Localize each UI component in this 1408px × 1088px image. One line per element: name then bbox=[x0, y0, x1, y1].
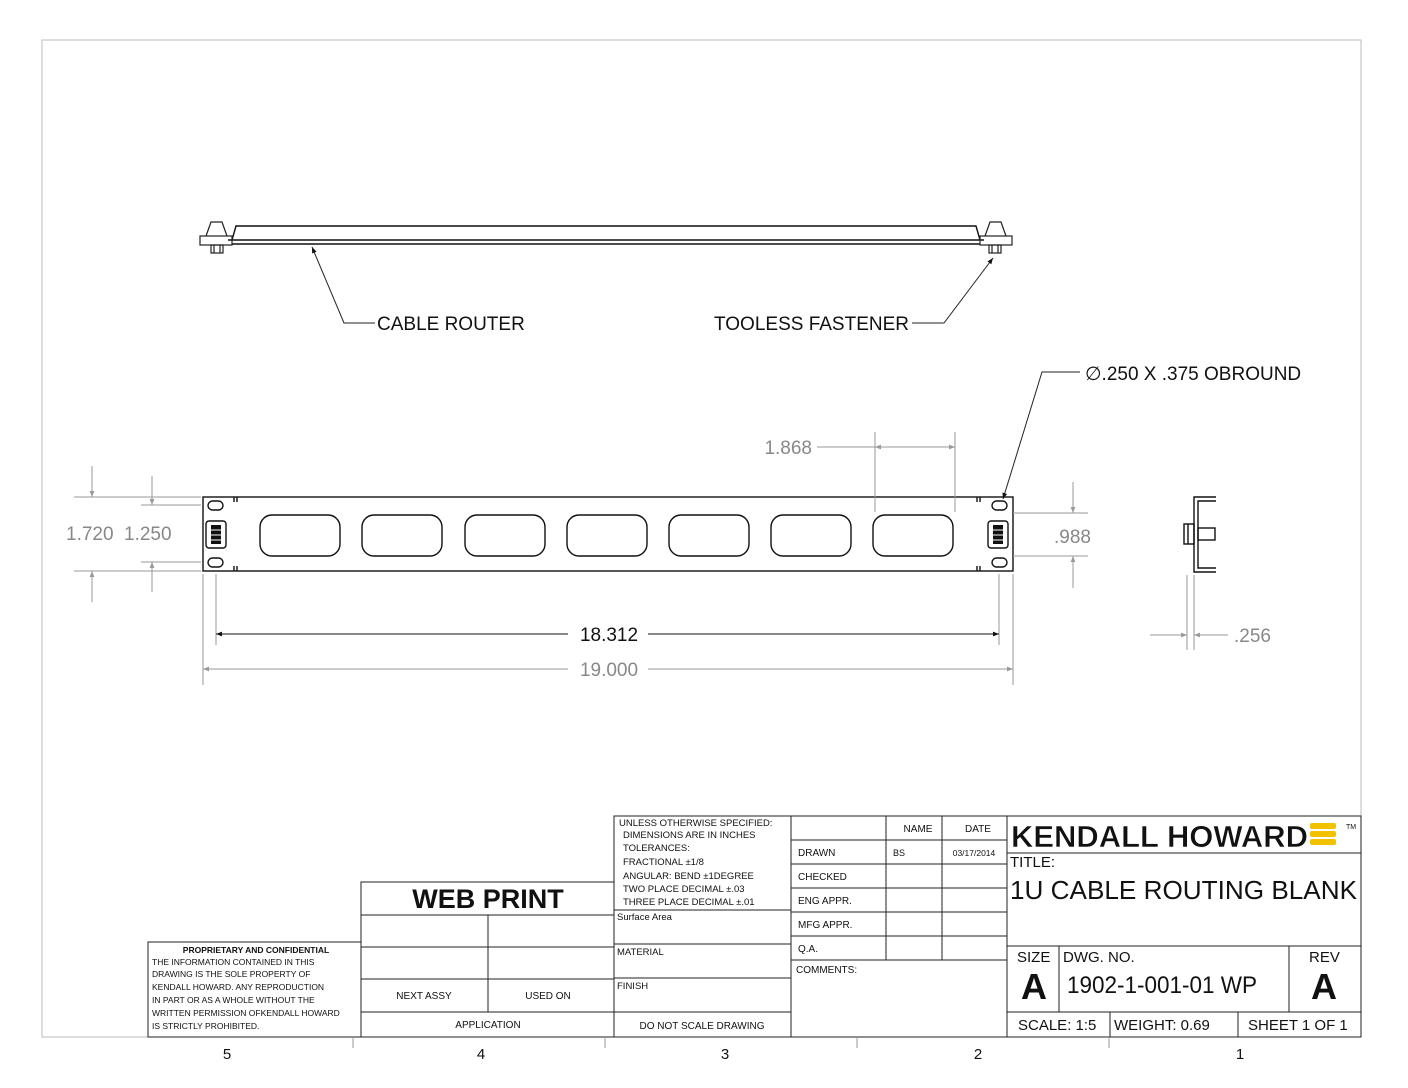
web-print-label: WEB PRINT bbox=[412, 884, 564, 914]
obround-leader bbox=[1003, 372, 1080, 499]
name-header: NAME bbox=[903, 824, 933, 835]
tooless-fastener-leader bbox=[912, 258, 993, 323]
dim-18312-label: 18.312 bbox=[579, 625, 639, 646]
company-name: KENDALL HOWARD bbox=[1011, 819, 1308, 854]
tolerance-line: ANGULAR: BEND ±1DEGREE bbox=[623, 871, 754, 882]
material-label: MATERIAL bbox=[617, 947, 664, 958]
zone-label: 5 bbox=[222, 1046, 232, 1063]
size-value: A bbox=[1021, 966, 1047, 1007]
proprietary-line: WRITTEN PERMISSION OFKENDALL HOWARD bbox=[152, 1008, 340, 1018]
obround-label: ∅.250 X .375 OBROUND bbox=[1085, 364, 1302, 385]
used-on-label: USED ON bbox=[525, 991, 571, 1002]
rev-value: A bbox=[1311, 966, 1337, 1007]
sheet-label: SHEET 1 OF 1 bbox=[1248, 1017, 1348, 1034]
size-label: SIZE bbox=[1017, 949, 1051, 966]
zone-label: 1 bbox=[1235, 1046, 1245, 1063]
next-assy-label: NEXT ASSY bbox=[396, 991, 452, 1002]
routing-slot bbox=[771, 515, 851, 556]
finish-label: FINISH bbox=[617, 981, 649, 992]
zone-ticks bbox=[353, 1037, 1109, 1048]
proprietary-line: DRAWING IS THE SOLE PROPERTY OF bbox=[152, 969, 311, 979]
top-view bbox=[200, 222, 1012, 323]
comments-label: COMMENTS: bbox=[796, 965, 858, 976]
company-logo-icon bbox=[1310, 823, 1336, 845]
dim-256-label: .256 bbox=[1234, 626, 1271, 647]
drawn-name: BS bbox=[893, 848, 906, 858]
dwg-no-label: DWG. NO. bbox=[1063, 949, 1135, 966]
dwg-no-value: 1902-1-001-01 WP bbox=[1067, 972, 1257, 999]
date-header: DATE bbox=[965, 824, 991, 835]
routing-slot bbox=[669, 515, 749, 556]
front-right-fastener-icon bbox=[988, 521, 1008, 548]
routing-slot bbox=[567, 515, 647, 556]
drawing-title: 1U CABLE ROUTING BLANK bbox=[1010, 875, 1358, 905]
dim-19000-label: 19.000 bbox=[579, 660, 639, 681]
weight-label: WEIGHT: 0.69 bbox=[1114, 1017, 1210, 1034]
proprietary-title: PROPRIETARY AND CONFIDENTIAL bbox=[182, 945, 330, 955]
side-view bbox=[1150, 497, 1228, 650]
application-label: APPLICATION bbox=[455, 1020, 521, 1031]
dim-1868 bbox=[817, 432, 955, 512]
proprietary-line: KENDALL HOWARD. ANY REPRODUCTION bbox=[152, 982, 325, 992]
cable-router-leader bbox=[312, 247, 375, 323]
routing-slot bbox=[260, 515, 340, 556]
checked-label: CHECKED bbox=[798, 872, 847, 883]
dim-1868-label: 1.868 bbox=[764, 438, 812, 459]
tolerance-line: TWO PLACE DECIMAL ±.03 bbox=[623, 884, 745, 895]
tooless-fastener-label: TOOLESS FASTENER bbox=[714, 314, 909, 335]
title-label: TITLE: bbox=[1010, 854, 1056, 871]
front-view bbox=[203, 497, 1013, 571]
tolerance-line: FRACTIONAL ±1/8 bbox=[623, 857, 704, 868]
dim-1250-label: 1.250 bbox=[124, 524, 172, 545]
eng-appr-label: ENG APPR. bbox=[798, 896, 852, 907]
left-fastener-icon bbox=[200, 222, 232, 253]
surface-area-label: Surface Area bbox=[617, 912, 672, 923]
proprietary-line: THE INFORMATION CONTAINED IN THIS bbox=[152, 957, 315, 967]
scale-label: SCALE: 1:5 bbox=[1018, 1017, 1097, 1034]
tolerance-line: THREE PLACE DECIMAL ±.01 bbox=[623, 897, 755, 908]
dim-988-label: .988 bbox=[1054, 527, 1091, 548]
zone-label: 3 bbox=[720, 1046, 730, 1063]
tolerance-line: UNLESS OTHERWISE SPECIFIED: bbox=[619, 818, 773, 829]
routing-slot bbox=[362, 515, 442, 556]
drawn-label: DRAWN bbox=[798, 848, 836, 859]
trademark-mark: TM bbox=[1346, 824, 1357, 831]
drawn-date: 03/17/2014 bbox=[952, 848, 996, 858]
proprietary-line: IS STRICTLY PROHIBITED. bbox=[152, 1021, 260, 1031]
qa-label: Q.A. bbox=[798, 944, 819, 955]
zone-label: 2 bbox=[973, 1046, 983, 1063]
routing-slot bbox=[465, 515, 545, 556]
tolerance-line: DIMENSIONS ARE IN INCHES bbox=[623, 830, 756, 841]
front-left-fastener-icon bbox=[206, 521, 226, 548]
do-not-scale-label: DO NOT SCALE DRAWING bbox=[639, 1021, 765, 1032]
zone-label: 4 bbox=[476, 1046, 486, 1063]
cable-router-label: CABLE ROUTER bbox=[377, 314, 525, 335]
mfg-appr-label: MFG APPR. bbox=[798, 920, 853, 931]
routing-slot bbox=[873, 515, 953, 556]
rev-label: REV bbox=[1309, 949, 1340, 966]
tolerance-line: TOLERANCES: bbox=[623, 843, 690, 854]
proprietary-line: IN PART OR AS A WHOLE WITHOUT THE bbox=[152, 995, 315, 1005]
dim-1720-label: 1.720 bbox=[66, 524, 114, 545]
right-fastener-icon bbox=[980, 222, 1012, 253]
